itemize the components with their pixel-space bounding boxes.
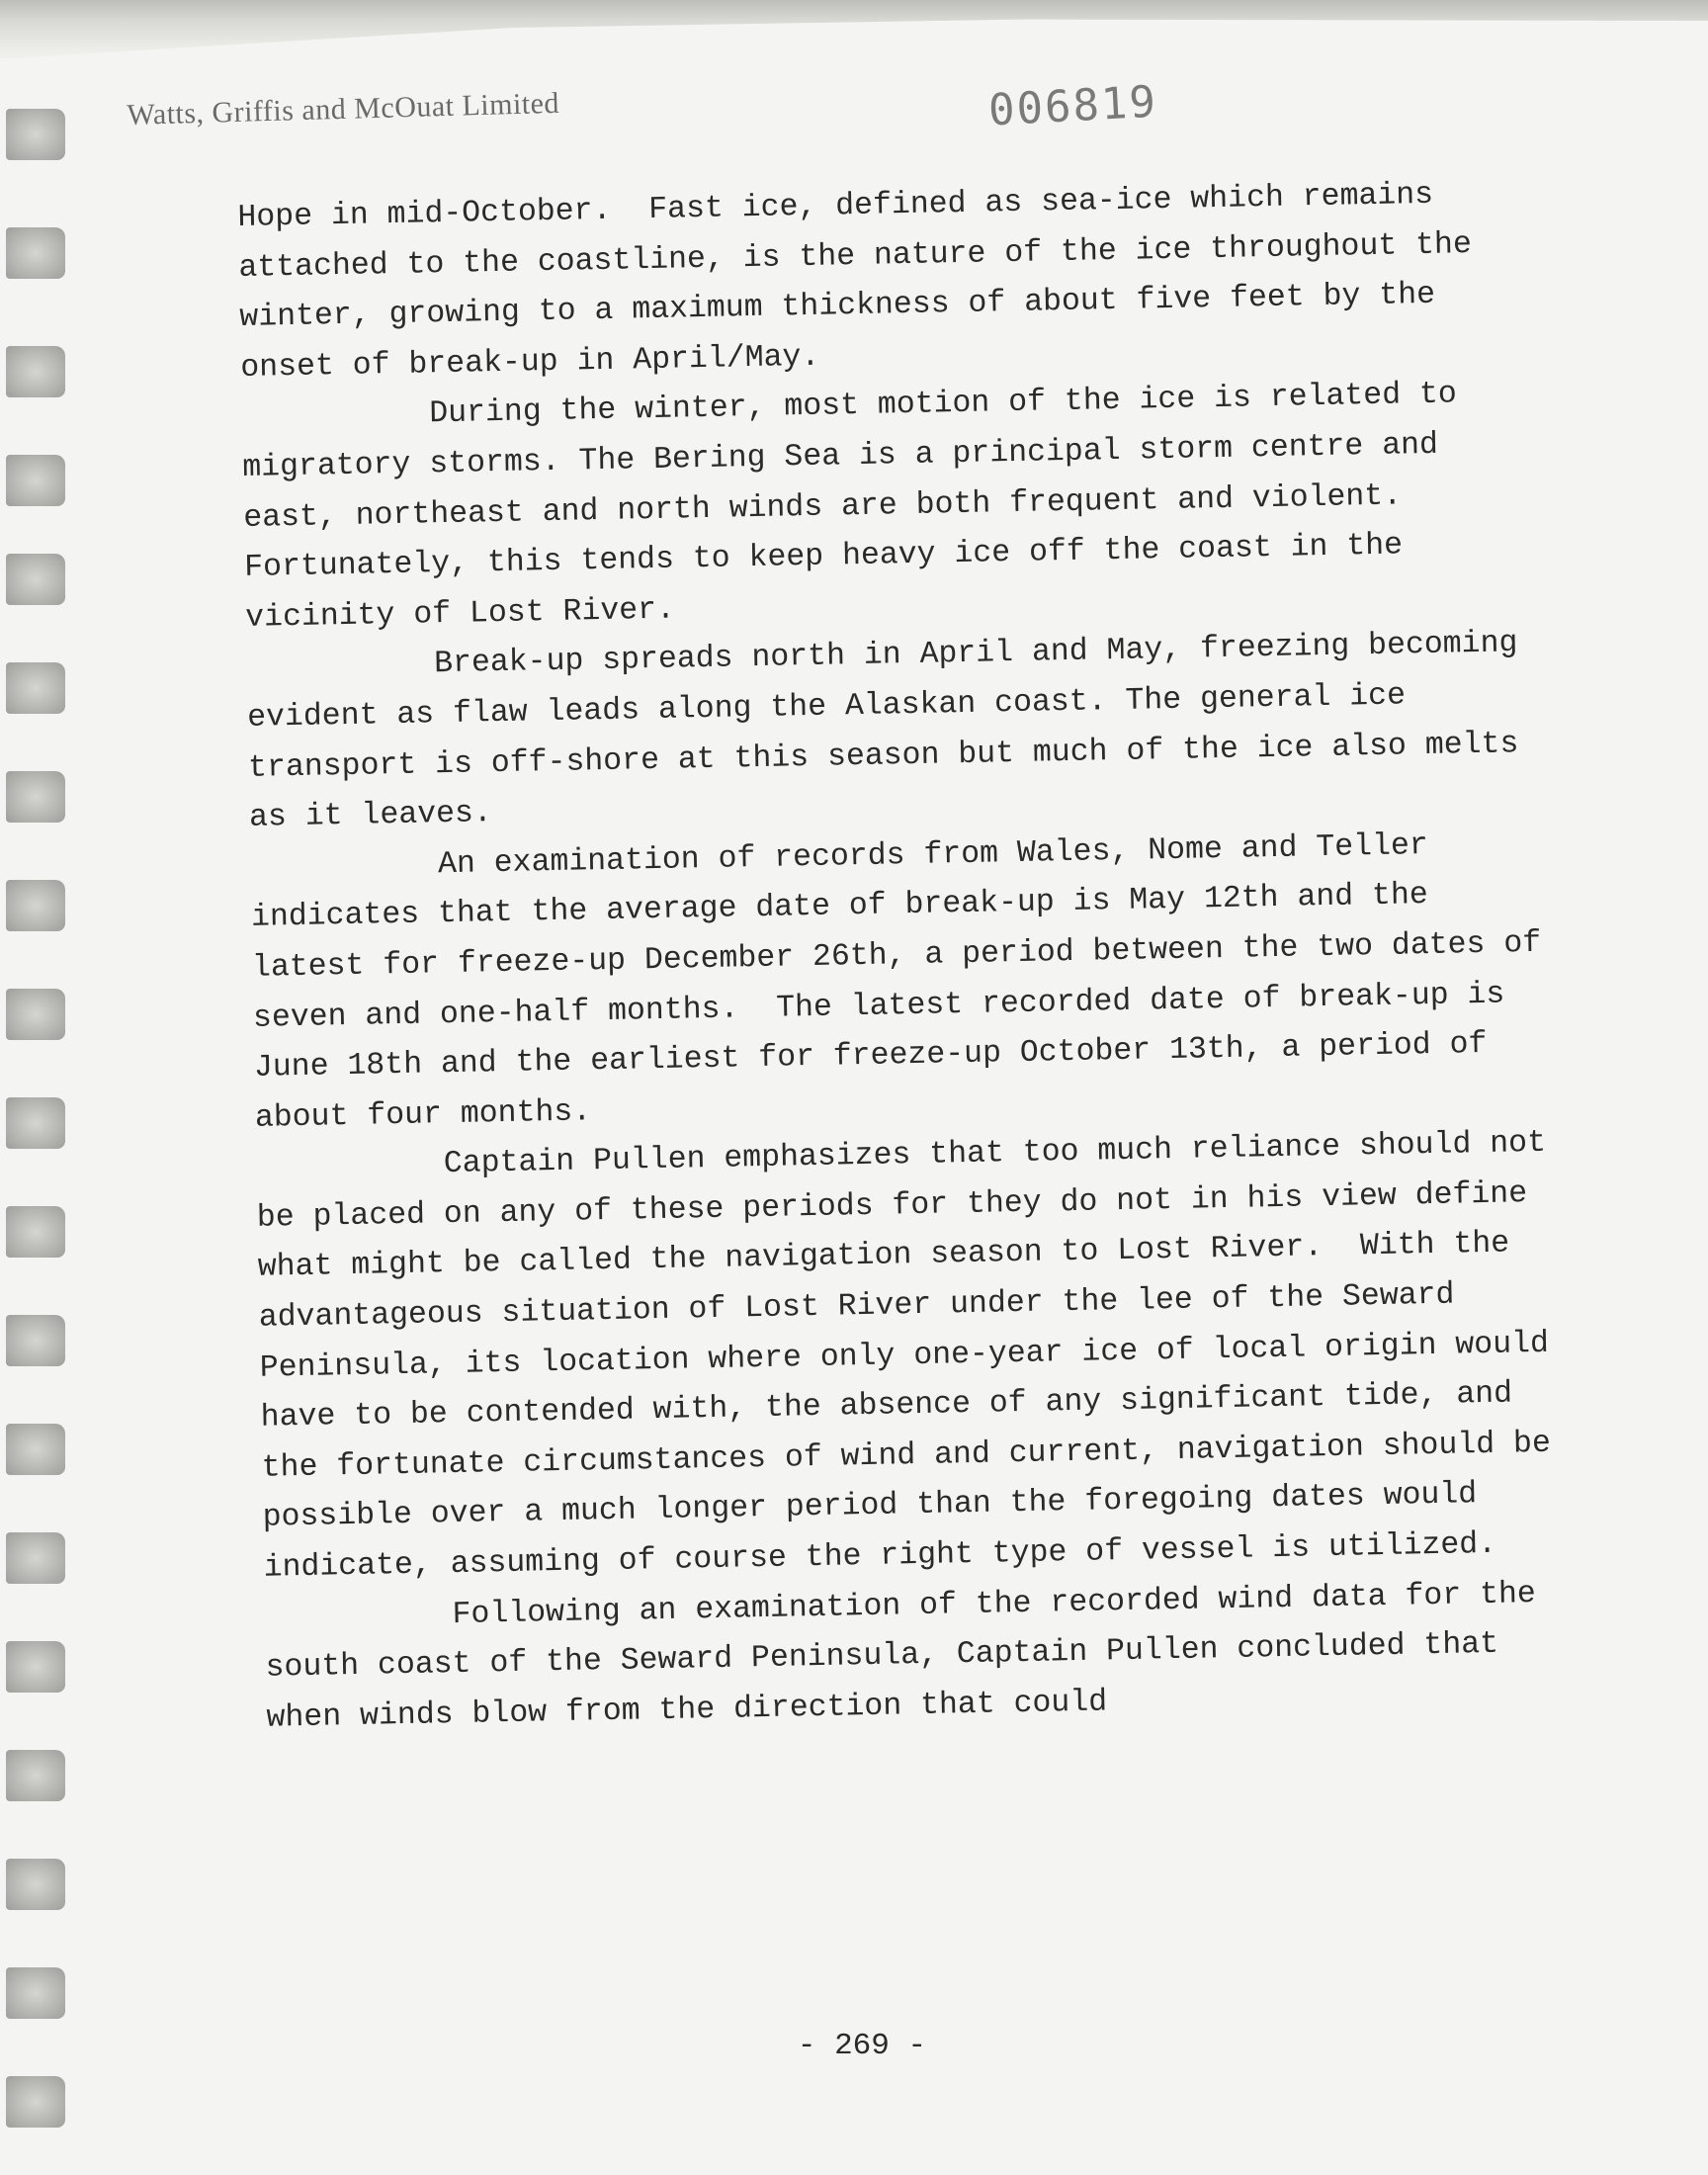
binding-hole xyxy=(6,1097,65,1149)
binding-hole xyxy=(6,1424,65,1475)
paragraph: During the winter, most motion of the ice is related to migratory storms. The Bering Sea is a principal storm centre and east, northeast and north winds are both frequent and violent. Fortunately, this tends to keep heavy ice off the coast in the vicinity of Lost River. xyxy=(241,377,1477,636)
binding-hole xyxy=(6,1315,65,1366)
binding-hole xyxy=(6,1750,65,1801)
binding-hole xyxy=(6,771,65,823)
body-text xyxy=(237,169,1571,1744)
paragraph: Captain Pullen emphasizes that too much reliance should not be placed on any of these periods for they do not in his view define what might be called the navigation season to Lost River. With the advantageous situation of Lost River under the lee of the Seward Peninsula, its location where only one-year ice of local origin would have to be contended with, the absence of any significant tide, and the fortunate circumstances of wind and current, navigation should be possible over a much longer period than the foregoing dates would indicate, assuming of course the right type of vessel is utilized. xyxy=(256,1125,1571,1586)
binding-hole xyxy=(6,1859,65,1910)
paragraph: Break-up spreads north in April and May, freezing becoming evident as flaw leads along the Alaskan coast. The general ice transport is off-shore at this season but much of the ice also melts as it leaves. xyxy=(246,626,1538,836)
binding-hole xyxy=(6,1641,65,1693)
page-number: - 269 - xyxy=(797,2029,927,2063)
paragraph: An examination of records from Wales, Nome and Teller indicates that the average date of break-up is May 12th and the latest for freeze-up December 26th, a period between the two dates of seven and one-half months. The latest recorded date of break-up is June 18th and the earliest for freeze-up October 13th, a period of about four months. xyxy=(250,827,1561,1136)
binding-hole xyxy=(6,1532,65,1584)
binding-hole xyxy=(6,1206,65,1258)
binding-holes xyxy=(0,109,79,2145)
paragraph: Following an examination of the recorded wind data for the south coast of the Seward Peninsula, Captain Pullen concluded that when winds blow from the direction that could xyxy=(265,1576,1556,1736)
document-number-stamp: 006819 xyxy=(986,76,1159,136)
binding-hole xyxy=(6,2076,65,2128)
binding-hole xyxy=(6,989,65,1040)
binding-hole xyxy=(6,880,65,931)
binding-hole xyxy=(6,554,65,605)
binding-hole xyxy=(6,1967,65,2019)
binding-hole xyxy=(6,109,65,160)
binding-hole xyxy=(6,346,65,397)
page-fold-shadow xyxy=(0,0,1708,69)
paragraph: Hope in mid-October. Fast ice, defined as sea-ice which remains attached to the coastline, is the nature of the ice throughout the winter, growing to a maximum thickness of about five feet by the onset of break-up in April/May. xyxy=(237,177,1492,386)
binding-hole xyxy=(6,227,65,279)
binding-hole xyxy=(6,662,65,714)
letterhead: Watts, Griffis and McOuat Limited xyxy=(127,86,560,131)
binding-hole xyxy=(6,455,65,506)
